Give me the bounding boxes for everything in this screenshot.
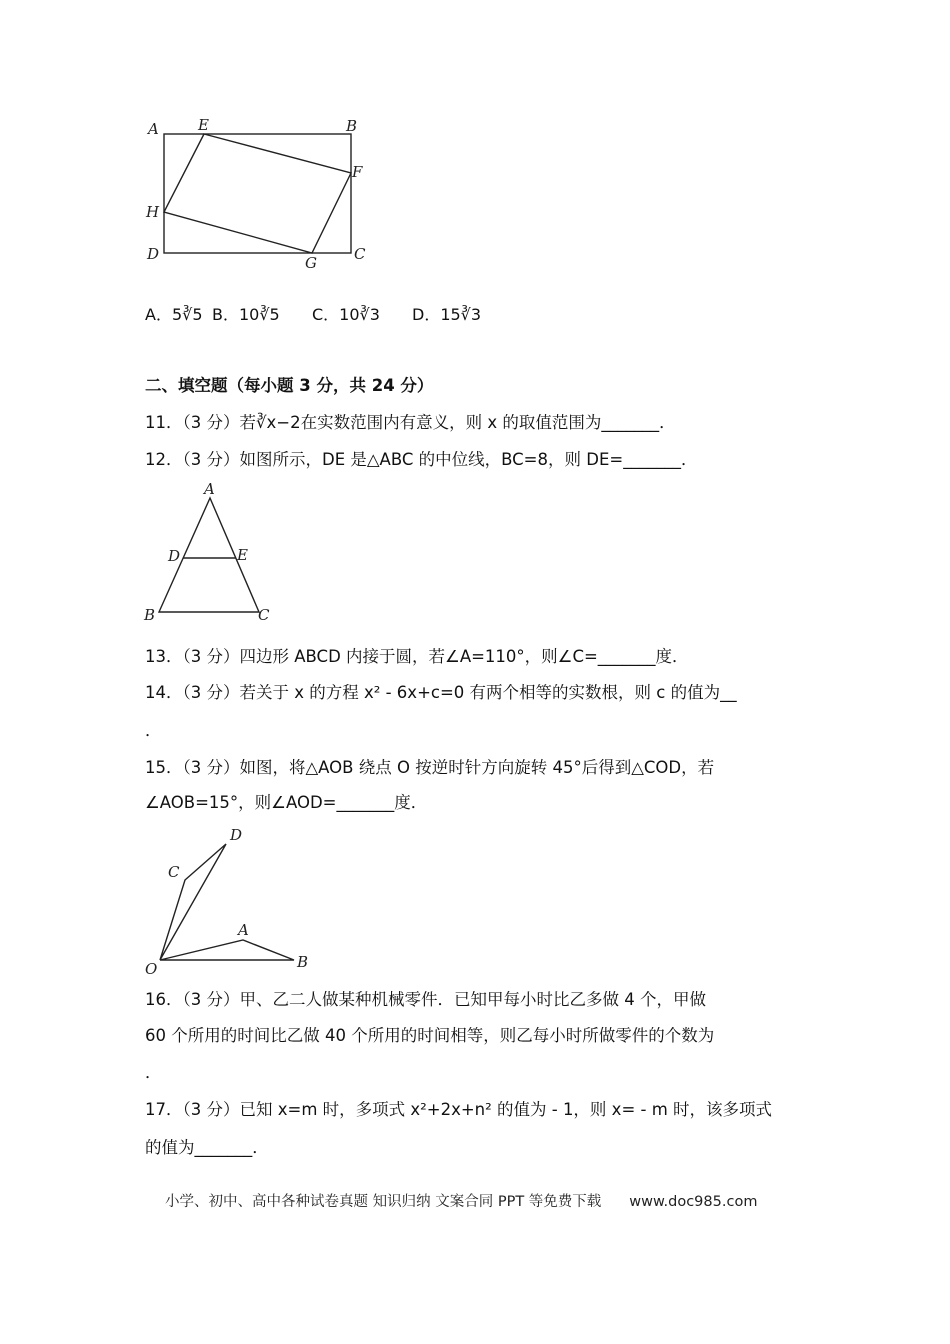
label-o: O (145, 960, 158, 978)
label-e: E (198, 116, 209, 134)
page-footer (165, 1190, 757, 1211)
label-g: G (305, 254, 317, 272)
question-16-line3: ． (145, 1063, 162, 1082)
label-c: C (168, 863, 180, 881)
option-a: A．5∛5 (145, 305, 203, 324)
label-f: F (352, 163, 363, 181)
label-e: E (237, 546, 248, 564)
question-11: 11．（3 分）若∛x−2在实数范围内有意义，则 x 的取值范围为_______． (145, 413, 676, 432)
option-c: C．10∛3 (312, 305, 380, 324)
label-b: B (346, 117, 358, 135)
question-16-line2: 60 个所用的时间比乙做 40 个所用的时间相等，则乙每小时所做零件的个数为 (145, 1026, 715, 1045)
label-h: H (146, 203, 160, 221)
question-14-line2: ． (145, 721, 162, 740)
question-16-line1: 16．（3 分）甲、乙二人做某种机械零件．已知甲每小时比乙多做 4 个，甲做 (145, 990, 706, 1009)
triangle-aob (160, 940, 294, 960)
question-12: 12．（3 分）如图所示，DE 是△ABC 的中位线，BC=8，则 DE=_______． (145, 450, 698, 469)
label-a: A (238, 921, 249, 939)
label-c: C (354, 245, 366, 263)
label-a: A (148, 120, 159, 138)
label-d: D (168, 547, 181, 565)
question-17-line1: 17．（3 分）已知 x=m 时，多项式 x²+2x+n² 的值为 ‐ 1，则 x= ‐ m 时，该多项式 (145, 1100, 773, 1119)
label-d: D (147, 245, 160, 263)
label-a: A (204, 480, 215, 498)
question-13: 13．（3 分）四边形 ABCD 内接于圆，若∠A=110°，则∠C=_______度． (145, 647, 689, 666)
question-14-line1: 14．（3 分）若关于 x 的方程 x² ‐ 6x+c=0 有两个相等的实数根，则 c 的值为__ (145, 683, 737, 702)
footer-text: 小学、初中、高中各种试卷真题 知识归纳 文案合同 PPT 等免费下载 (165, 1194, 602, 1210)
question-15-line1: 15．（3 分）如图，将△AOB 绕点 O 按逆时针方向旋转 45°后得到△COD，若 (145, 758, 715, 777)
triangle-cod (160, 844, 226, 960)
label-b: B (144, 606, 156, 624)
label-c: C (258, 606, 270, 624)
question-15-line2: ∠AOB=15°，则∠AOD=_______度． (145, 793, 428, 812)
question-17-line2: 的值为_______． (145, 1138, 269, 1157)
option-b: B．10∛5 (212, 305, 280, 324)
label-b: B (297, 953, 309, 971)
section-heading: 二、填空题（每小题 3 分，共 24 分） (145, 376, 434, 395)
label-d: D (230, 826, 243, 844)
option-d: D．15∛3 (412, 305, 482, 324)
footer-url[interactable]: www.doc985.com (629, 1194, 758, 1210)
